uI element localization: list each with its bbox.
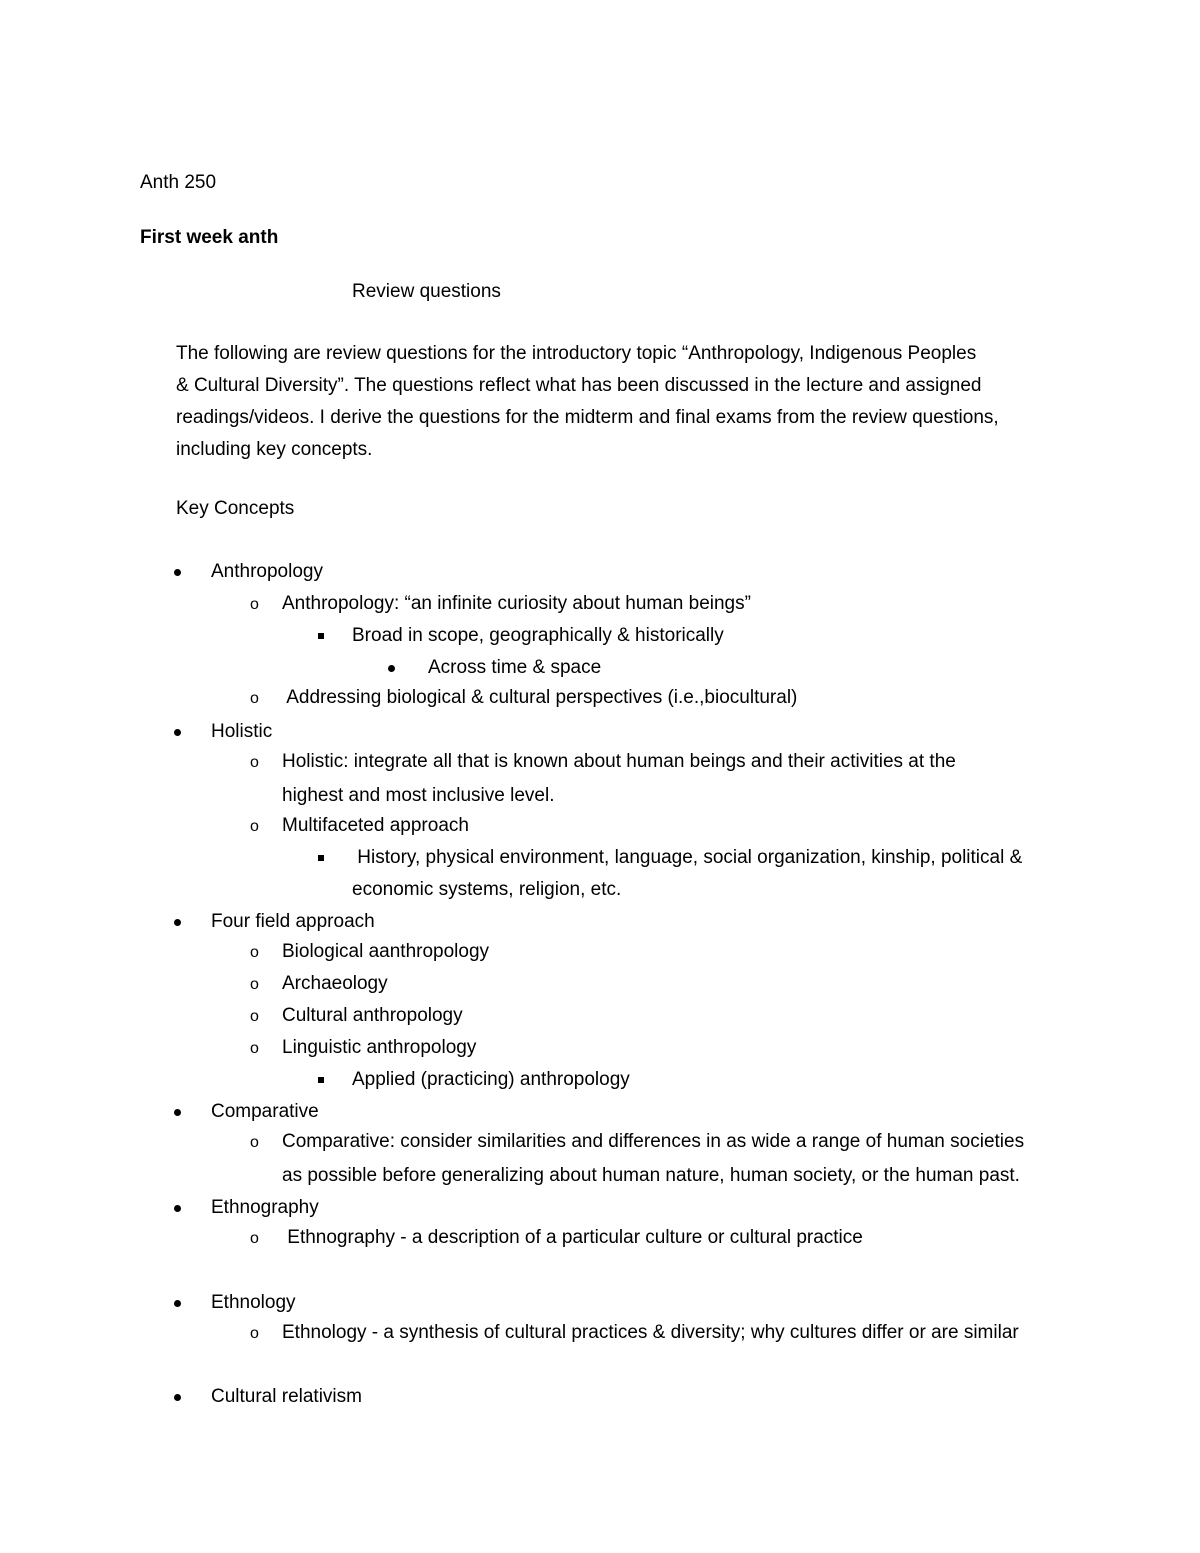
outline-item-level-1: Holistic — [211, 721, 273, 742]
intro-paragraph — [176, 338, 1056, 466]
bullet-circle-marker: o — [250, 976, 259, 993]
bullet-disc-marker — [174, 1205, 181, 1212]
outline-item-level-3: Applied (practicing) anthropology — [352, 1069, 630, 1090]
bullet-square-marker — [318, 633, 324, 639]
bullet-circle-marker: o — [250, 1008, 259, 1025]
bullet-disc-marker — [174, 569, 181, 576]
bullet-disc-marker — [174, 729, 181, 736]
outline-item-level-2: Cultural anthropology — [282, 1005, 463, 1026]
bullet-circle-marker: o — [250, 1230, 259, 1247]
outline-continuation: highest and most inclusive level. — [282, 785, 555, 806]
outline-item-level-4: Across time & space — [428, 657, 602, 678]
outline-item-level-1: Ethnography — [211, 1197, 319, 1218]
outline-item-level-2: Archaeology — [282, 973, 388, 994]
outline-continuation: as possible before generalizing about human nature, human society, or the human past. — [282, 1165, 1020, 1186]
outline-item-level-2: Multifaceted approach — [282, 815, 469, 836]
bullet-square-marker — [318, 1077, 324, 1083]
bullet-disc-marker — [174, 1300, 181, 1307]
bullet-square-marker — [318, 855, 324, 861]
outline-item-level-1: Anthropology — [211, 561, 323, 582]
outline-item-level-1: Four field approach — [211, 911, 375, 932]
intro-line: readings/videos. I derive the questions for the midterm and final exams from the review questions, — [176, 407, 999, 428]
key-concepts-label: Key Concepts — [176, 498, 295, 519]
course-code: Anth 250 — [140, 172, 217, 193]
bullet-circle-marker: o — [250, 1040, 259, 1057]
bullet-disc-marker — [388, 665, 395, 672]
bullet-circle-marker: o — [250, 596, 259, 613]
intro-line: The following are review questions for the introductory topic “Anthropology, Indigenous Peoples — [176, 343, 977, 364]
outline-item-level-2: Comparative: consider similarities and differences in as wide a range of human societies — [282, 1131, 1025, 1152]
outline-item-level-2: Ethnology - a synthesis of cultural practices & diversity; why cultures differ or are similar — [282, 1322, 1019, 1343]
review-heading: Review questions — [352, 281, 501, 302]
outline-item-level-3: History, physical environment, language, social organization, kinship, political & — [352, 847, 1023, 868]
bullet-disc-marker — [174, 1394, 181, 1401]
outline-item-level-1: Cultural relativism — [211, 1386, 362, 1407]
outline-continuation: economic systems, religion, etc. — [352, 879, 622, 900]
intro-line: including key concepts. — [176, 439, 373, 460]
outline-item-level-1: Ethnology — [211, 1292, 296, 1313]
outline-item-level-2: Anthropology: “an infinite curiosity about human beings” — [282, 593, 751, 614]
bullet-disc-marker — [174, 919, 181, 926]
bullet-circle-marker: o — [250, 944, 259, 961]
outline-item-level-2: Biological aanthropology — [282, 941, 490, 962]
outline-item-level-3: Broad in scope, geographically & historically — [352, 625, 724, 646]
week-title: First week anth — [140, 227, 279, 248]
outline-item-level-2: Holistic: integrate all that is known about human beings and their activities at the — [282, 751, 956, 772]
intro-line: & Cultural Diversity”. The questions reflect what has been discussed in the lecture and assigned — [176, 375, 982, 396]
bullet-circle-marker: o — [250, 690, 259, 707]
bullet-circle-marker: o — [250, 754, 259, 771]
outline-item-level-1: Comparative — [211, 1101, 319, 1122]
outline-item-level-2: Addressing biological & cultural perspectives (i.e.,biocultural) — [282, 687, 798, 708]
bullet-circle-marker: o — [250, 818, 259, 835]
outline-item-level-2: Ethnography - a description of a particular culture or cultural practice — [282, 1227, 863, 1248]
bullet-circle-marker: o — [250, 1325, 259, 1342]
bullet-circle-marker: o — [250, 1134, 259, 1151]
bullet-disc-marker — [174, 1109, 181, 1116]
outline-item-level-2: Linguistic anthropology — [282, 1037, 477, 1058]
